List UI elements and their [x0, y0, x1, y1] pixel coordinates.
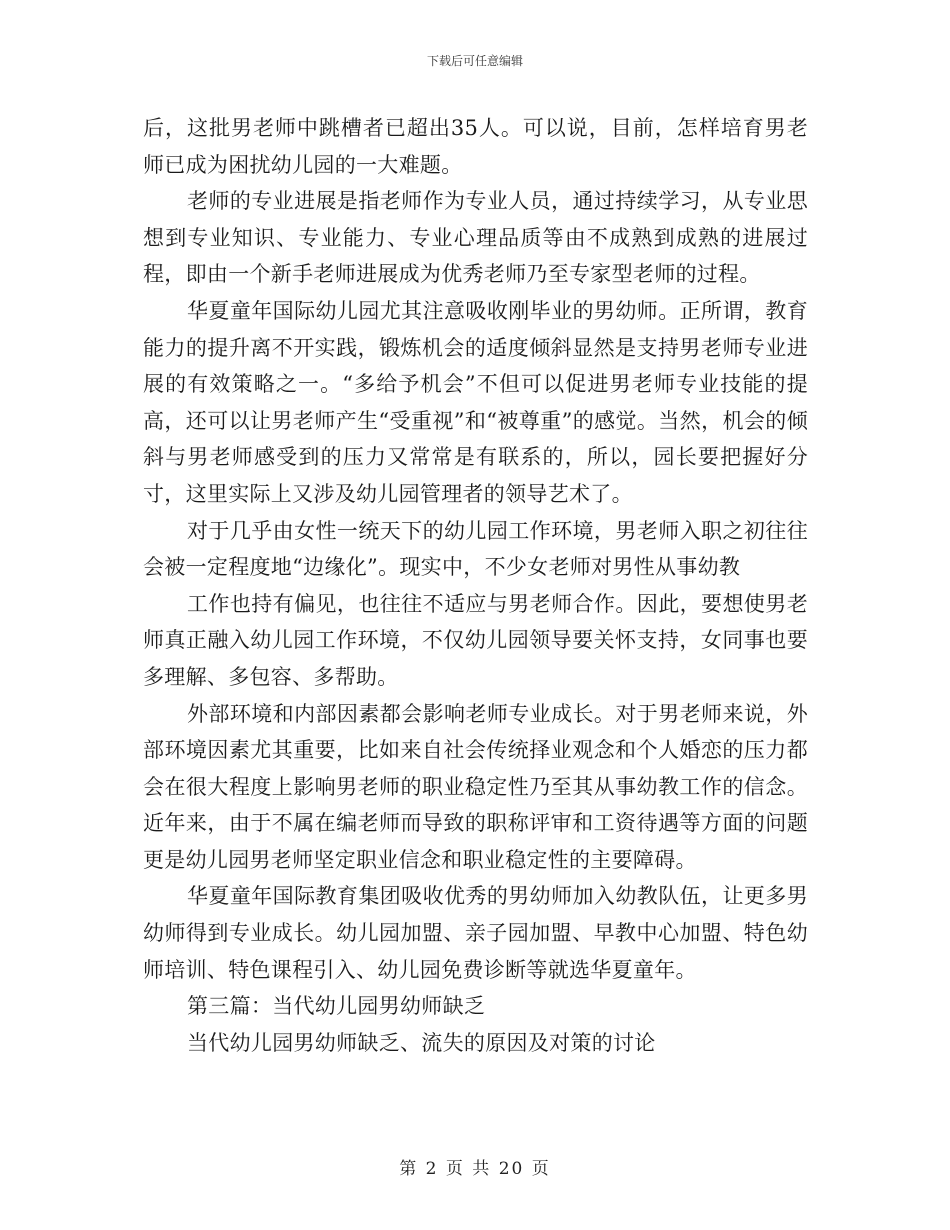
paragraph-2: 老师的专业进展是指老师作为专业人员，通过持续学习，从专业思想到专业知识、专业能力、专业心理品质等由不成熟到成熟的进展过程，即由一个新手老师进展成为优秀老师乃至专家型老师的过程。: [143, 189, 808, 287]
paragraph-1: 后，这批男老师中跳槽者已超出35人。可以说，目前，怎样培育男老师已成为困扰幼儿园的一大难题。: [143, 116, 808, 177]
section-subtitle: 当代幼儿园男幼师缺乏、流失的原因及对策的讨论: [187, 1030, 656, 1055]
paragraph-3: 华夏童年国际幼儿园尤其注意吸收刚毕业的男幼师。正所谓，教育能力的提升离不开实践，锻炼机会的适度倾斜显然是支持男老师专业进展的有效策略之一。“多给予机会”不但可以促进男老师专业技能的提高，还可以让男老师产生“受重视”和“被尊重”的感觉。当然，机会的倾斜与男老师感受到的压力又常常是有联系的，所以，园长要把握好分寸，这里实际上又涉及幼儿园管理者的领导艺术了。: [143, 298, 808, 506]
paragraph-7: 华夏童年国际教育集团吸收优秀的男幼师加入幼教队伍，让更多男幼师得到专业成长。幼儿园加盟、亲子园加盟、早教中心加盟、特色幼师培训、特色课程引入、幼儿园免费诊断等就选华夏童年。: [143, 884, 808, 982]
page-number: 第 2 页 共 20 页: [399, 1159, 551, 1179]
paragraph-5: 工作也持有偏见，也往往不适应与男老师合作。因此，要想使男老师真正融入幼儿园工作环境，不仅幼儿园领导要关怀支持，女同事也要多理解、多包容、多帮助。: [143, 591, 808, 689]
page-header-note: 下载后可任意编辑: [426, 54, 523, 68]
document-body: [143, 110, 808, 1061]
section-heading: 第三篇：当代幼儿园男幼师缺乏: [187, 994, 486, 1019]
paragraph-4: 对于几乎由女性一统天下的幼儿园工作环境，男老师入职之初往往会被一定程度地“边缘化”。现实中，不少女老师对男性从事幼教: [143, 518, 808, 580]
paragraph-6: 外部环境和内部因素都会影响老师专业成长。对于男老师来说，外部环境因素尤其重要，比如来自社会传统择业观念和个人婚恋的压力都会在很大程度上影响男老师的职业稳定性乃至其从事幼教工作的信念。近年来，由于不属在编老师而导致的职称评审和工资待遇等方面的问题更是幼儿园男老师坚定职业信念和职业稳定性的主要障碍。: [143, 701, 808, 872]
